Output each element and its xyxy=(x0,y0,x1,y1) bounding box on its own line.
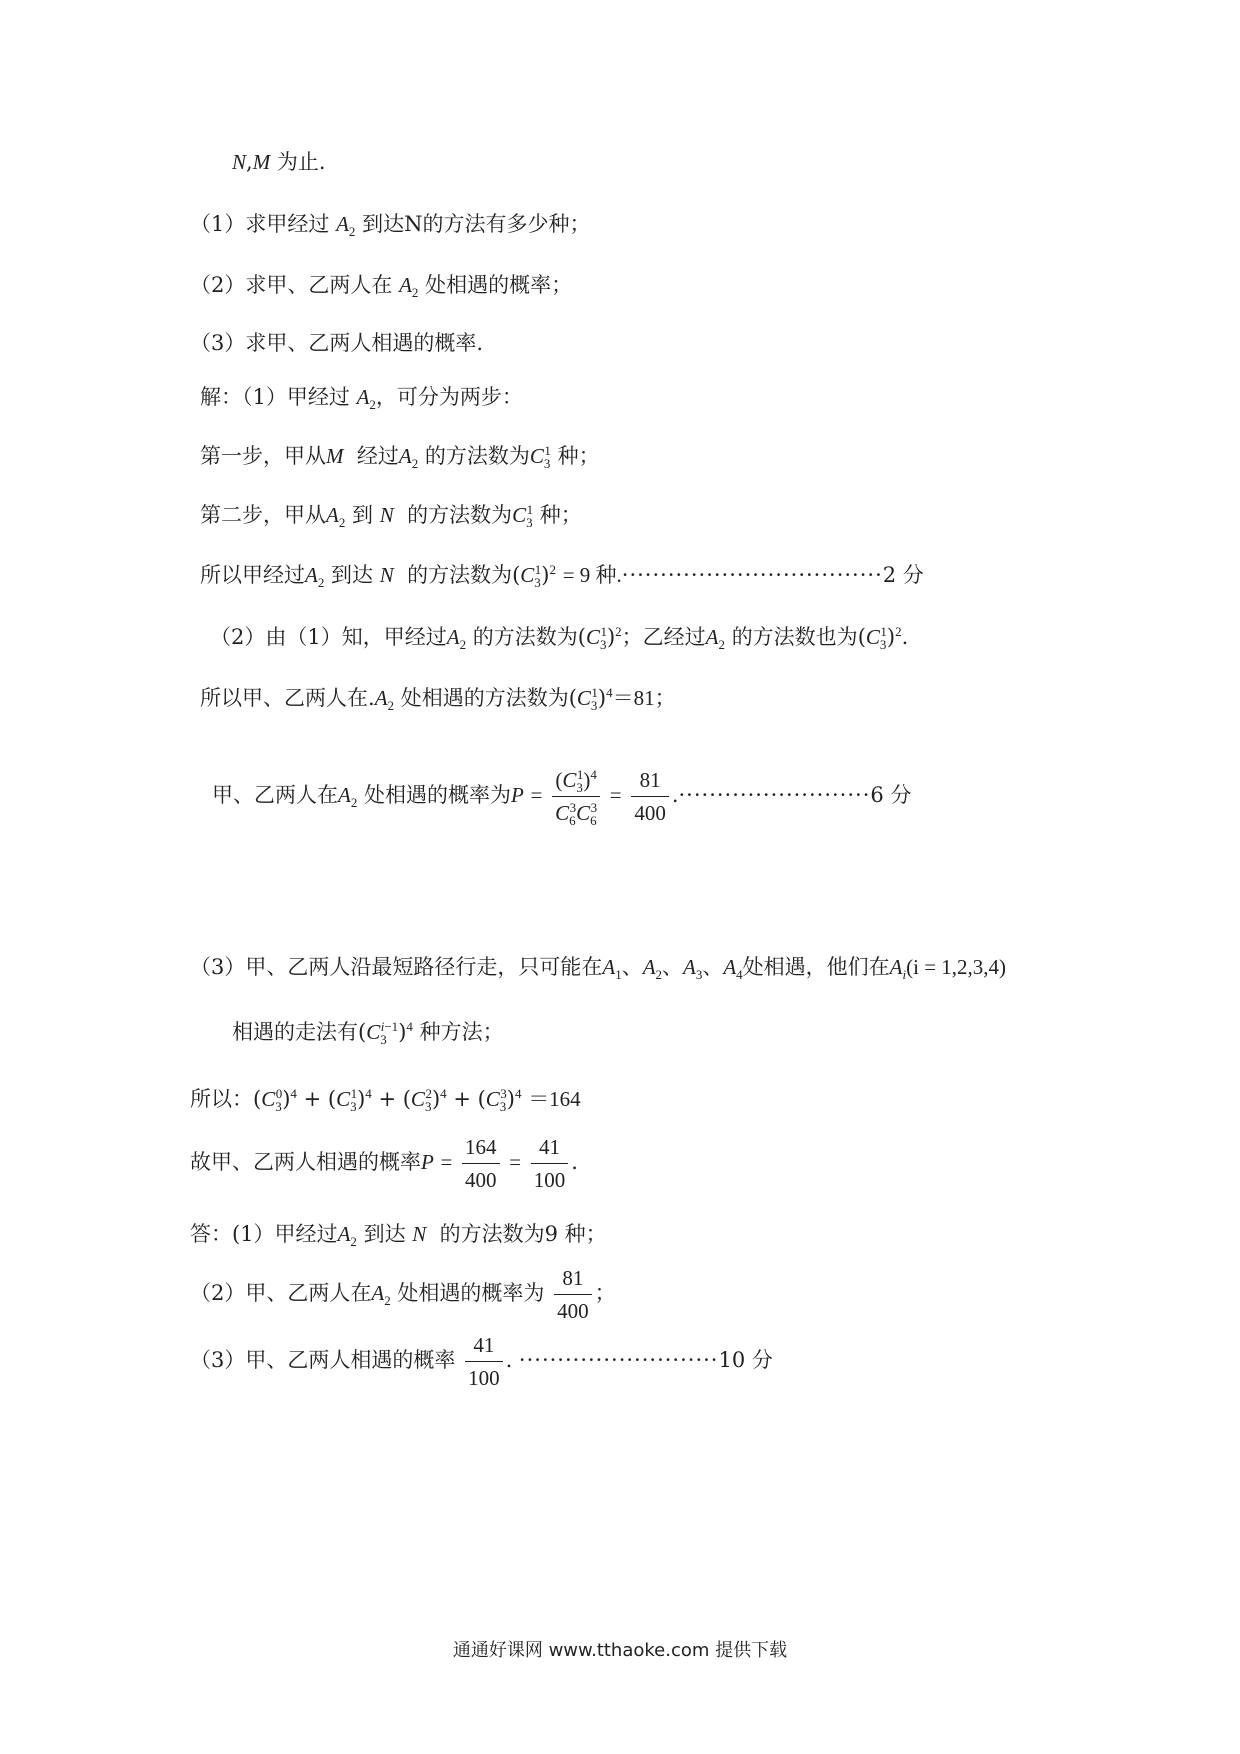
leader-dots: ·································· xyxy=(621,563,883,587)
text: (i = 1,2,3,4) xyxy=(906,955,1007,979)
text: 的方法数为 xyxy=(407,503,513,527)
numerator: 81 xyxy=(554,1264,592,1295)
fraction-164-400 xyxy=(462,1133,500,1194)
fraction-81-400 xyxy=(554,1264,592,1325)
fraction-41-100 xyxy=(531,1133,569,1194)
text: 甲、乙两人在 xyxy=(212,783,338,807)
text: ＝81； xyxy=(612,686,676,710)
text: 处相遇的方法数为 xyxy=(400,686,569,710)
text: 到 xyxy=(352,503,374,527)
text: 的方法数为9 种； xyxy=(439,1222,607,1246)
text: 种； xyxy=(557,444,600,468)
score: 6 分 xyxy=(870,783,912,807)
numerator: 164 xyxy=(462,1133,500,1164)
text: 故甲、乙两人相遇的概率 xyxy=(190,1150,421,1174)
text: 到达 xyxy=(331,563,374,587)
text: = 9 种. xyxy=(562,563,622,587)
leader-dots: ·························· xyxy=(518,1348,719,1372)
text: 处相遇，他们在 xyxy=(742,955,890,979)
answer-1: 答：(1）甲经过$A_2$ 到达 N 的方法数为9 种； xyxy=(190,1222,607,1249)
text: 经过 xyxy=(356,444,399,468)
text: 处相遇的概率； xyxy=(425,273,573,297)
text: 所以甲经过 xyxy=(200,563,305,587)
denominator: 100 xyxy=(468,1366,500,1390)
step-2: 第二步，甲从$A_2$ 到 N 的方法数为$C_3^1$ 种； xyxy=(200,502,582,530)
solution-2-probability: 甲、乙两人在$A_2$ 处相遇的概率为P = $\frac{(C_3^1)^4}{C_6^3C_6^3}$ = $\frac{81}{400}$ .·························6 分 xyxy=(212,767,912,828)
text: 第一步，甲从 xyxy=(200,444,326,468)
text: 到达 xyxy=(363,1222,406,1246)
text: 的方法数为 xyxy=(407,563,513,587)
question-1: （1）求甲经过 $A_2$ 到达N的方法有多少种； xyxy=(190,212,591,239)
fraction-41-100-answer xyxy=(465,1331,503,1392)
denominator: 400 xyxy=(634,801,666,825)
text: 第二步，甲从 xyxy=(200,503,326,527)
step-3: 所以甲经过$A_2$ 到达 N 的方法数为$(C_3^1)^2 = 9$ 种.··································2 分 xyxy=(200,562,924,590)
text: 种； xyxy=(539,503,582,527)
denominator: 100 xyxy=(533,1168,566,1192)
text: （1）求甲经过 xyxy=(190,212,330,236)
line-nm: N,M 为止. xyxy=(232,150,326,174)
text: 所以甲、乙两人在. xyxy=(200,686,375,710)
text: （2）由（1）知，甲经过 xyxy=(210,625,447,649)
text: ；乙经过 xyxy=(621,625,706,649)
text: 的方法数为 xyxy=(472,625,578,649)
numerator: 81 xyxy=(631,766,669,797)
text: 处相遇的概率为 xyxy=(364,783,512,807)
text: ＝164 xyxy=(528,1087,581,1111)
text: ，可分为两步： xyxy=(375,385,523,409)
probability-fraction-combinatorial: $\frac{(C_3^1)^4}{C_6^3C_6^3}$ xyxy=(552,766,600,827)
text: 的方法数也为 xyxy=(731,625,858,649)
text: 答：(1）甲经过 xyxy=(190,1222,338,1246)
step-1: 第一步，甲从M 经过$A_2$ 的方法数为$C_3^1$ 种； xyxy=(200,443,600,471)
denominator: 400 xyxy=(557,1299,589,1323)
solution-3-line-1: （3）甲、乙两人沿最短路径行走，只可能在$A_1$、$A_2$、$A_3$、$A_4$处相遇，他们在$A_i(i = 1,2,3,4)$ xyxy=(190,955,1007,982)
probability-fraction-81-400 xyxy=(631,766,669,827)
question-2: （2）求甲、乙两人在 $A_2$ 处相遇的概率； xyxy=(190,273,573,300)
text: 解：（1）甲经过 xyxy=(200,385,350,409)
solution-1-intro: 解：（1）甲经过 $A_2$，可分为两步： xyxy=(200,385,523,412)
text: 相遇的走法有 xyxy=(232,1020,358,1044)
solution-2-line-1: （2）由（1）知，甲经过$A_2$ 的方法数为$(C_3^1)^2$；乙经过$A_2$ 的方法数也为$(C_3^1)^2$. xyxy=(210,624,909,652)
text: （3）求甲、乙两人相遇的概率. xyxy=(190,331,484,355)
numerator: 41 xyxy=(531,1133,569,1164)
meet-probability: 故甲、乙两人相遇的概率P = $\frac{164}{400}$ = $\frac{41}{100}$ . xyxy=(190,1135,578,1192)
solution-2-line-2: 所以甲、乙两人在$.A_2$ 处相遇的方法数为$(C_3^1)^4=81$； xyxy=(200,685,676,713)
text: 为止. xyxy=(276,150,326,174)
answer-2: （2）甲、乙两人在$A_2$ 处相遇的概率为 $\frac{81}{400}$ ； xyxy=(190,1266,616,1323)
denominator: 400 xyxy=(465,1168,497,1192)
text: （3）甲、乙两人相遇的概率 xyxy=(190,1348,456,1372)
numerator: 41 xyxy=(465,1331,503,1362)
sum-line: 所以：$(C_3^0)^4 + (C_3^1)^4 + (C_3^2)^4 + (C_3^3)^4 =164$ xyxy=(190,1086,581,1114)
answer-3: （3）甲、乙两人相遇的概率 $\frac{41}{100}$ . ··························10 分 xyxy=(190,1333,773,1390)
question-3 xyxy=(190,328,483,358)
text: 处相遇的概率为 xyxy=(397,1281,545,1305)
text: 所以： xyxy=(190,1087,253,1111)
text: （3）甲、乙两人沿最短路径行走，只可能在 xyxy=(190,955,603,979)
text: （2）甲、乙两人在 xyxy=(190,1281,372,1305)
text: 到达N的方法有多少种； xyxy=(362,212,591,236)
text: （2）求甲、乙两人在 xyxy=(190,273,393,297)
score: 2 分 xyxy=(882,563,924,587)
solution-3-line-2: 相遇的走法有$(C_3^{i-1})^4$ 种方法； xyxy=(232,1019,504,1047)
text: 种方法； xyxy=(419,1020,504,1044)
text: 的方法数为 xyxy=(424,444,530,468)
score: 10 分 xyxy=(718,1348,773,1372)
footer-download-note: 通通好课网 www.tthaoke.com 提供下载 xyxy=(452,1640,788,1661)
leader-dots: ························· xyxy=(678,783,871,807)
